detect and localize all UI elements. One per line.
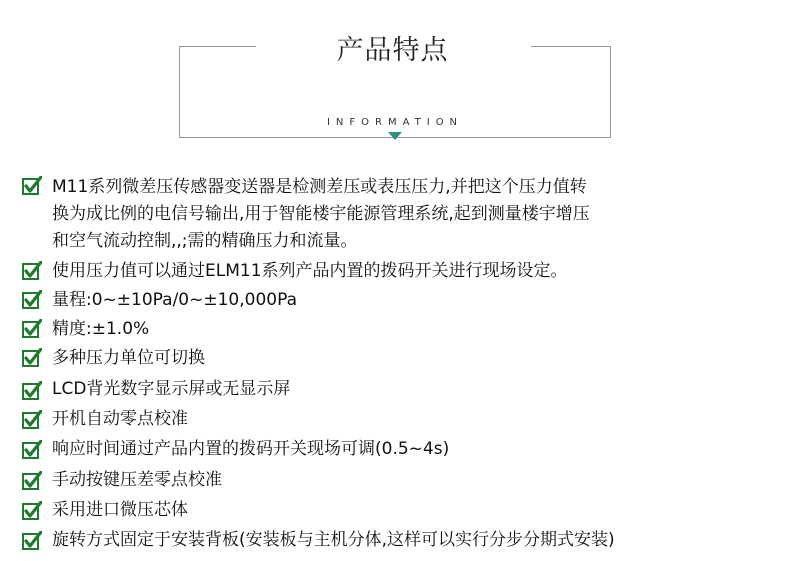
- checkbox-checked-icon: [22, 531, 42, 551]
- feature-text-line: 和空气流动控制,,;需的精确压力和流量。: [52, 231, 358, 251]
- feature-text-line: 响应时间通过产品内置的拨码开关现场可调(0.5~4s): [52, 439, 450, 459]
- checkbox-checked-icon: [22, 471, 42, 491]
- feature-text-line: 使用压力值可以通过ELM11系列产品内置的拨码开关进行现场设定。: [52, 261, 568, 281]
- page-title: 产品特点: [336, 35, 449, 66]
- feature-text-line: 开机自动零点校准: [52, 409, 188, 429]
- checkbox-checked-icon: [22, 176, 42, 196]
- feature-text-line: 手动按键压差零点校准: [52, 470, 222, 490]
- feature-text-line: 精度:±1.0%: [52, 319, 150, 339]
- checkbox-checked-icon: [22, 319, 42, 339]
- feature-text-line: M11系列微差压传感器变送器是检测差压或表压压力,并把这个压力值转: [52, 177, 587, 197]
- feature-text-line: LCD背光数字显示屏或无显示屏: [52, 379, 291, 399]
- checkbox-checked-icon: [22, 410, 42, 430]
- feature-text-line: 旋转方式固定于安装背板(安装板与主机分体,这样可以实行分步分期式安装): [52, 530, 615, 550]
- checkbox-checked-icon: [22, 440, 42, 460]
- checkbox-checked-icon: [22, 290, 42, 310]
- feature-text-line: 多种压力单位可切换: [52, 348, 205, 368]
- page-subtitle: INFORMATION: [326, 117, 464, 128]
- checkbox-checked-icon: [22, 348, 42, 368]
- feature-text-line: 换为成比例的电信号输出,用于智能楼宇能源管理系统,起到测量楼宇增压: [52, 204, 590, 224]
- checkbox-checked-icon: [22, 381, 42, 401]
- feature-text-line: 采用进口微压芯体: [52, 500, 188, 520]
- checkbox-checked-icon: [22, 501, 42, 521]
- checkbox-checked-icon: [22, 261, 42, 281]
- feature-text-line: 量程:0~±10Pa/0~±10,000Pa: [52, 290, 297, 310]
